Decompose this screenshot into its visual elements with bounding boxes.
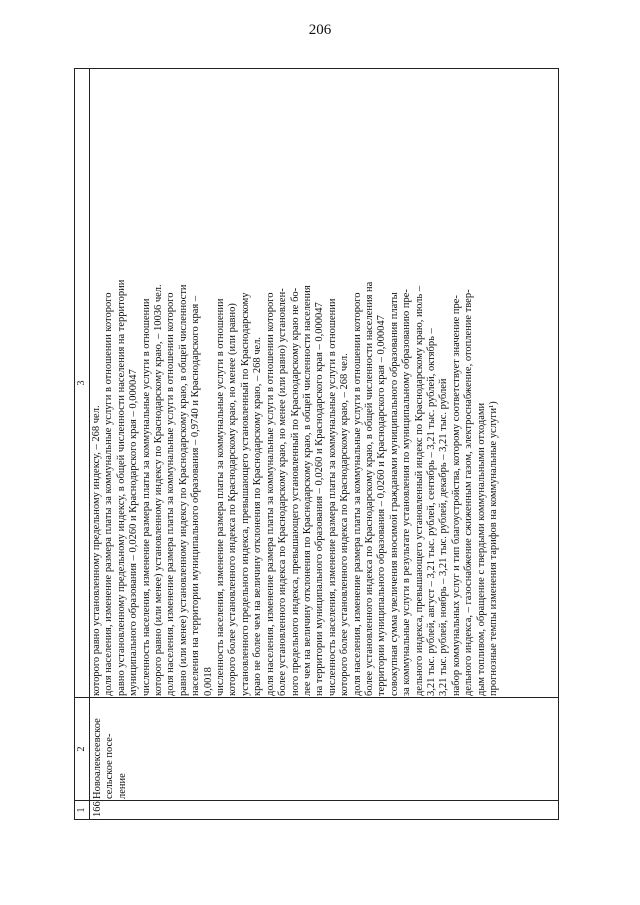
column-header-2: 2 bbox=[76, 746, 87, 752]
text-line: 3,21 тыс. рублей, август – 3,21 тыс. рублей, сентябрь – 3,21 тыс. рублей, октябрь – bbox=[425, 328, 437, 696]
column-header-1: 1 bbox=[76, 807, 87, 813]
text-line: муниципального образования – 0,0260 и Краснодарского края – 0,000047 bbox=[128, 369, 140, 696]
data-table bbox=[74, 68, 559, 820]
column-header-3: 3 bbox=[76, 380, 87, 386]
text-line: дельного индекса, превышающего установленный индекс по Краснодарскому краю, июль – bbox=[413, 285, 425, 696]
text-line: численность населения, изменение размера платы за коммунальные услуги в отношении bbox=[140, 298, 152, 696]
text-line: за коммунальные услуги в результате установления по муниципальному образованию пре- bbox=[401, 289, 413, 696]
text-line: территории муниципального образования – 0,0260 и Краснодарского края – 0,000047 bbox=[376, 315, 388, 696]
page-number: 206 bbox=[308, 22, 332, 38]
settlement-name bbox=[92, 699, 129, 799]
text-line: более установленного индекса по Краснодарскому краю, в общей численности населения на bbox=[363, 281, 375, 696]
text-line: равно установленному предельному индексу, в общей численности населения на территории bbox=[115, 279, 127, 696]
text-line: лее чем на величину отклонения по Краснодарскому краю, в общей численности населения bbox=[301, 285, 313, 696]
column-divider bbox=[75, 697, 558, 698]
row-number: 166 bbox=[92, 801, 103, 817]
text-line: численность населения, изменение размера платы за коммунальные услуги в отношении bbox=[326, 298, 338, 696]
text-line: установленного предельного индекса, превышающего установленный по Краснодарскому bbox=[239, 292, 251, 696]
text-line: на территории муниципального образования – 0,0260 и Краснодарского края – 0,000047 bbox=[314, 302, 326, 696]
text-line: 3,21 тыс. рублей, ноябрь – 3,21 тыс. рублей, декабрь – 3,21 тыс. рублей bbox=[438, 378, 450, 696]
text-line: прогнозные темпы изменения тарифов на коммунальные услуги¹) bbox=[488, 401, 499, 696]
text-line: 0,0018 bbox=[202, 667, 214, 696]
text-line: доля населения, изменение размера платы за коммунальные услуги в отношении которого bbox=[351, 292, 363, 696]
text-line: дельного индекса, – газоснабжение сжиженным газом, электроснабжение, отопление твер- bbox=[463, 289, 475, 696]
text-line: которого равно установленному предельному индексу, – 268 чел. bbox=[91, 405, 102, 696]
text-line: которого равно (или менее) установленному индексу по Краснодарскому краю, – 10036 чел. bbox=[153, 284, 165, 696]
text-line: дым топливом, обращение с твердыми коммунальными отходами bbox=[475, 402, 487, 696]
column-divider bbox=[75, 800, 558, 801]
text-line: совокупная сумма увеличения вносимой гражданами муниципального образования платы bbox=[388, 292, 400, 696]
text-line: более установленного индекса по Краснодарскому краю, но менее (или равно) установлен- bbox=[277, 288, 289, 696]
text-line: доля населения, изменение размера платы за коммунальные услуги в отношении которого bbox=[103, 292, 115, 696]
text-line: набор коммунальных услуг и тип благоустройства, которому соответствует значение пре- bbox=[450, 295, 462, 696]
settlement-name-line: Новоалексеевское сельское посе- bbox=[92, 718, 116, 799]
indicator-text bbox=[91, 71, 500, 696]
text-line: численность населения, изменение размера платы за коммунальные услуги в отношении bbox=[215, 298, 227, 696]
text-line: краю не более чем на величину отклонения по Краснодарскому краю, – 268 чел. bbox=[252, 336, 264, 696]
text-line: равно (или менее) установленному индексу по Краснодарскому краю, в общей численности bbox=[177, 284, 189, 696]
text-line: населения на территории муниципального образования – 0,9740 и Краснодарского края – bbox=[190, 295, 202, 696]
text-line: доля населения, изменение размера платы за коммунальные услуги в отношении которого bbox=[264, 292, 276, 696]
settlement-name-line: ление bbox=[116, 773, 128, 799]
table-header-row bbox=[75, 69, 90, 819]
text-line: которого более установленного индекса по Краснодарскому краю, но менее (или равно) bbox=[227, 303, 239, 696]
text-line: которого более установленного индекса по Краснодарскому краю, – 268 чел. bbox=[339, 353, 351, 696]
text-line: ного предельного индекса, превышающего установленный по Краснодарскому краю не бо- bbox=[289, 287, 301, 696]
text-line: доля населения, изменение размера платы за коммунальные услуги в отношении которого bbox=[165, 292, 177, 696]
